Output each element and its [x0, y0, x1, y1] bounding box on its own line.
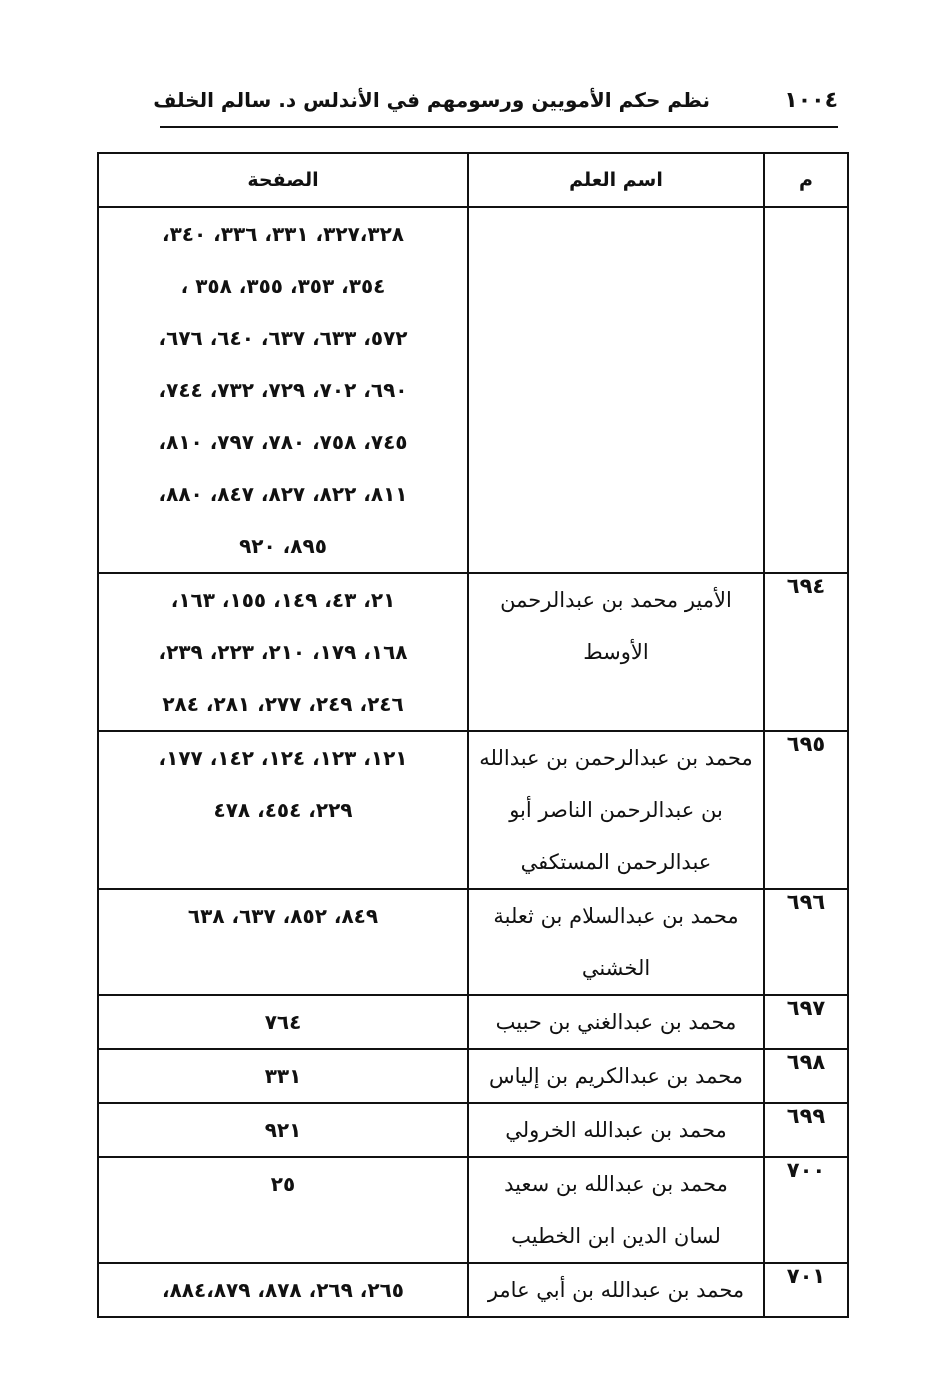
entry-pages — [98, 1049, 468, 1103]
entry-name — [468, 1049, 764, 1103]
entry-pages — [98, 889, 468, 995]
entry-name-line: الخشني — [581, 956, 651, 980]
table-row — [98, 573, 848, 731]
table-row — [98, 1103, 848, 1157]
entry-name — [468, 995, 764, 1049]
entry-pages — [98, 1157, 468, 1263]
column-header-pages: الصفحة — [98, 153, 468, 207]
entry-pages-line: ٩٢١ — [264, 1118, 302, 1142]
column-header-name: اسم العلم — [468, 153, 764, 207]
entry-pages-line: ٢٢٩، ٤٥٤، ٤٧٨ — [213, 798, 353, 822]
entry-pages-line: ٨٤٩، ٨٥٢، ٦٣٧، ٦٣٨ — [187, 904, 379, 928]
entry-name — [468, 573, 764, 731]
entry-number: ٦٩٩ — [764, 1103, 848, 1157]
entry-name-line: لسان الدين ابن الخطيب — [511, 1224, 721, 1248]
entry-number: ٧٠١ — [764, 1263, 848, 1317]
entry-pages-line: ٣٢٧،٣٢٨، ٣٣١، ٣٣٦، ٣٤٠، — [161, 222, 404, 246]
table-row — [98, 995, 848, 1049]
table-header-row — [98, 153, 848, 207]
running-title: نظم حكم الأمويين ورسومهم في الأندلس د. سالم الخلف — [153, 88, 710, 112]
entry-pages-line: ٧٤٥، ٧٥٨، ٧٨٠، ٧٩٧، ٨١٠، — [158, 430, 408, 454]
entry-name — [468, 1263, 764, 1317]
entry-number: ٦٩٤ — [764, 573, 848, 731]
table-row — [98, 731, 848, 889]
entry-pages — [98, 207, 468, 573]
entry-name-line: الأمير محمد بن عبدالرحمن — [500, 588, 732, 612]
entry-pages-line: ٣٣١ — [264, 1064, 302, 1088]
entry-name-line: الأوسط — [583, 640, 649, 664]
entry-number: ٦٩٦ — [764, 889, 848, 995]
entry-pages — [98, 995, 468, 1049]
page-number: ١٠٠٤ — [784, 88, 838, 113]
entry-pages-line: ٢٥ — [270, 1172, 296, 1196]
table-row — [98, 1157, 848, 1263]
entry-pages — [98, 1263, 468, 1317]
entry-pages-line: ٢٦٥، ٢٦٩، ٨٧٨، ٨٨٤،٨٧٩، — [161, 1278, 404, 1302]
entry-number: ٦٩٨ — [764, 1049, 848, 1103]
entry-pages-line: ٨٩٥، ٩٢٠ — [239, 534, 327, 558]
table-row — [98, 207, 848, 573]
entry-number: ٦٩٥ — [764, 731, 848, 889]
table-row — [98, 889, 848, 995]
entry-name-line: محمد بن عبدالغني بن حبيب — [495, 1010, 737, 1034]
entry-pages-line: ٨١١، ٨٢٢، ٨٢٧، ٨٤٧، ٨٨٠، — [158, 482, 408, 506]
entry-number: ٧٠٠ — [764, 1157, 848, 1263]
table-row — [98, 1049, 848, 1103]
entry-pages-line: ٣٥٤، ٣٥٣، ٣٥٥، ٣٥٨ ، — [180, 274, 386, 298]
entry-name-line: محمد بن عبدالله بن أبي عامر — [487, 1278, 745, 1302]
entry-name-line: محمد بن عبدالسلام بن ثعلبة — [493, 904, 739, 928]
entry-name-line: عبدالرحمن المستكفي — [520, 850, 712, 874]
entry-name — [468, 889, 764, 995]
entry-name — [468, 1103, 764, 1157]
entry-name-line: محمد بن عبدالله بن سعيد — [504, 1172, 728, 1196]
entry-pages-line: ٢٤٦، ٢٤٩، ٢٧٧، ٢٨١، ٢٨٤ — [162, 692, 404, 716]
entry-pages — [98, 573, 468, 731]
page-header — [153, 86, 838, 128]
entry-name-line: محمد بن عبدالرحمن بن عبدالله — [479, 746, 753, 770]
entry-name-line: بن عبدالرحمن الناصر أبو — [509, 798, 723, 822]
entry-number: ٦٩٧ — [764, 995, 848, 1049]
index-table — [97, 152, 849, 1318]
entry-pages-line: ١٢١، ١٢٣، ١٢٤، ١٤٢، ١٧٧، — [158, 746, 408, 770]
entry-name-line: محمد بن عبدالله الخرولي — [505, 1118, 727, 1142]
entry-pages — [98, 731, 468, 889]
entry-number — [764, 207, 848, 573]
entry-pages — [98, 1103, 468, 1157]
table-row — [98, 1263, 848, 1317]
entry-pages-line: ٦٩٠، ٧٠٢، ٧٢٩، ٧٣٢، ٧٤٤، — [158, 378, 408, 402]
entry-name — [468, 731, 764, 889]
entry-pages-line: ١٦٨، ١٧٩، ٢١٠، ٢٢٣، ٢٣٩، — [158, 640, 408, 664]
table-body — [98, 207, 848, 1317]
entry-pages-line: ٧٦٤ — [264, 1010, 302, 1034]
column-header-number: م — [764, 153, 848, 207]
entry-pages-line: ٢١، ٤٣، ١٤٩، ١٥٥، ١٦٣، — [170, 588, 396, 612]
entry-pages-line: ٥٧٢، ٦٣٣، ٦٣٧، ٦٤٠، ٦٧٦، — [158, 326, 408, 350]
entry-name — [468, 1157, 764, 1263]
entry-name — [468, 207, 764, 573]
entry-name-line: محمد بن عبدالكريم بن إلياس — [488, 1064, 744, 1088]
